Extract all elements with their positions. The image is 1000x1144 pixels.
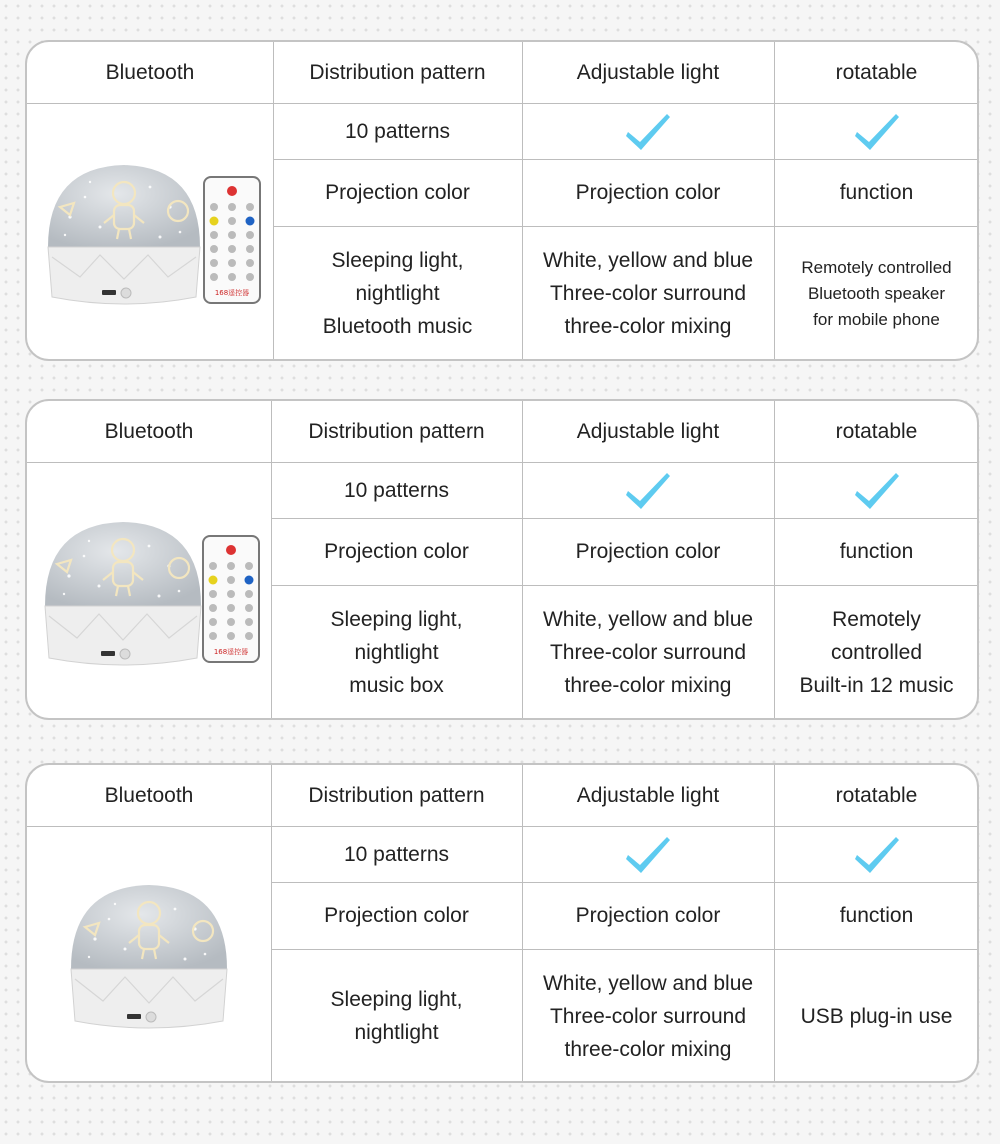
header-cell: Adjustable light <box>576 420 720 443</box>
adjustable-light-check <box>522 103 774 159</box>
product-image <box>27 827 271 1081</box>
comparison-table-3 <box>25 763 979 1083</box>
row2-cell: Projection color <box>575 904 721 927</box>
header-cell: rotatable <box>835 61 918 84</box>
check-icon <box>855 834 899 874</box>
header-cell: Adjustable light <box>576 61 720 84</box>
header-cell: rotatable <box>835 784 918 807</box>
check-icon <box>626 470 670 510</box>
header-cell: Distribution pattern <box>308 420 485 443</box>
rotatable-check <box>774 826 979 882</box>
colors-cell: White, yellow and blue Three-color surround three-color mixing <box>542 249 754 338</box>
header-cell: Bluetooth <box>104 784 194 807</box>
adjustable-light-check <box>522 826 774 882</box>
check-icon <box>626 834 670 874</box>
comparison-table-1 <box>25 40 979 361</box>
colors-cell: White, yellow and blue Three-color surround three-color mixing <box>542 971 754 1061</box>
header-cell: Distribution pattern <box>308 784 485 807</box>
comparison-table-2 <box>25 399 979 720</box>
product-image <box>27 104 273 359</box>
adjustable-light-check <box>522 462 774 518</box>
colors-cell: White, yellow and blue Three-color surround three-color mixing <box>542 608 754 697</box>
modes-cell: Sleeping light, nightlight <box>330 988 463 1044</box>
check-icon <box>855 111 899 151</box>
header-cell: Bluetooth <box>104 420 194 443</box>
patterns-cell: 10 patterns <box>343 478 450 502</box>
star-projector-lamp-icon <box>29 829 269 1079</box>
row2-cell: Projection color <box>575 181 721 204</box>
row2-cell: function <box>839 181 914 204</box>
row2-cell: function <box>839 540 914 563</box>
row2-cell: Projection color <box>325 181 470 204</box>
header-cell: Distribution pattern <box>309 61 486 84</box>
star-projector-lamp-icon <box>29 466 269 716</box>
header-cell: Bluetooth <box>105 61 195 84</box>
modes-cell: Sleeping light, nightlight music box <box>330 608 463 697</box>
check-icon <box>626 111 670 151</box>
rotatable-check <box>774 462 979 518</box>
modes-cell: Sleeping light, nightlight Bluetooth music <box>322 249 473 338</box>
remote-label: 168遥控器 <box>213 647 249 656</box>
header-cell: Adjustable light <box>576 784 720 807</box>
function-cell: Remotely controlled Bluetooth speaker for mobile phone <box>801 257 952 329</box>
check-icon <box>855 470 899 510</box>
row2-cell: function <box>839 904 914 927</box>
function-cell: USB plug-in use <box>800 1004 953 1028</box>
star-projector-lamp-icon <box>30 107 270 357</box>
row2-cell: Projection color <box>324 904 469 927</box>
row2-cell: Projection color <box>324 540 469 563</box>
remote-label: 168遥控器 <box>214 288 250 297</box>
header-cell: rotatable <box>835 420 918 443</box>
product-image <box>27 463 271 718</box>
row2-cell: Projection color <box>575 540 721 563</box>
remote-control-icon <box>204 177 260 303</box>
patterns-cell: 10 patterns <box>343 842 450 866</box>
patterns-cell: 10 patterns <box>344 119 451 143</box>
function-cell: Remotely controlled Built-in 12 music <box>799 608 954 697</box>
rotatable-check <box>774 103 979 159</box>
remote-control-icon <box>203 536 259 662</box>
